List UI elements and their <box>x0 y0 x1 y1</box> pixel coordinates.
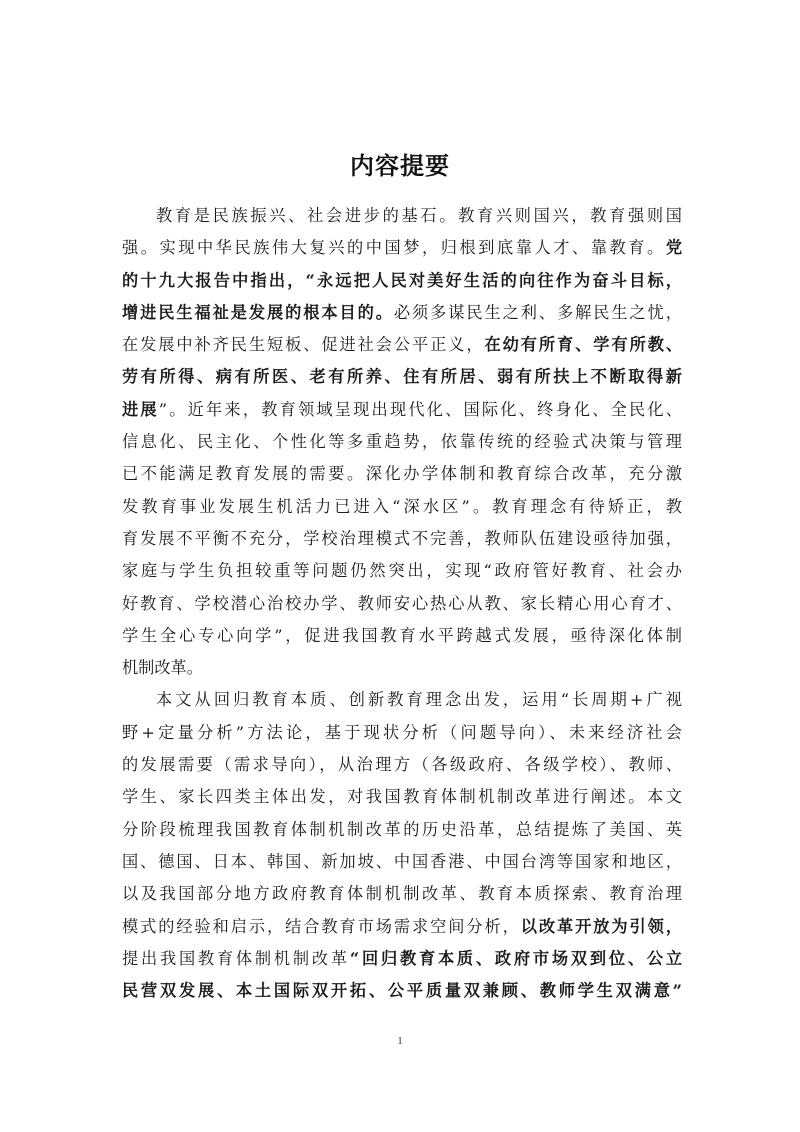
text-run: 育发展不平衡不充分，学校治理模式不完善，教师队伍建设亟待加强， <box>122 528 682 548</box>
text-run: 发教育事业发展生机活力已进入“深水区”。教育理念有待矫正，教 <box>122 496 682 516</box>
text-run-bold: 进展 <box>122 399 159 419</box>
text-line <box>122 523 682 555</box>
text-run: 本文从回归教育本质、创新教育理念出发，运用“长周期+广视 <box>156 690 682 710</box>
text-line <box>122 265 682 297</box>
text-run: 提出我国教育体制机制改革 <box>122 948 350 968</box>
text-line <box>122 684 682 716</box>
page-title: 内容提要 <box>350 152 450 180</box>
text-run-bold: 的十九大报告中指出，“永远把人民对美好生活的向往作为奋斗目标， <box>122 270 682 290</box>
text-line <box>122 652 682 684</box>
text-run: 强。实现中华民族伟大复兴的中国梦，归根到底靠人才、靠教育。 <box>122 238 666 258</box>
text-line <box>122 814 682 846</box>
text-run: 的发展需要（需求导向），从治理方（各级政府、各级学校）、教师、 <box>122 755 682 775</box>
text-run: 学生、家长四类主体出发，对我国教育体制机制改革进行阐述。本文 <box>122 787 682 807</box>
text-run: 家庭与学生负担较重等问题仍然突出，实现“政府管好教育、社会办 <box>122 561 682 581</box>
document-body <box>122 200 682 1007</box>
text-run-bold: 民营双发展、本土国际双开拓、公平质量双兼顾、教师学生双满意” <box>122 981 682 1001</box>
text-line <box>122 491 682 523</box>
text-run: 已不能满足教育发展的需要。深化办学体制和教育综合改革，充分激 <box>122 464 682 484</box>
text-run-bold: 在幼有所育、学有所教、 <box>484 335 682 355</box>
text-run-bold: 以改革开放为引领， <box>520 916 682 936</box>
text-run: 学生全心专心向学”，促进我国教育水平跨越式发展，亟待深化体制 <box>122 625 682 645</box>
text-line <box>122 361 682 393</box>
text-run-bold: “回归教育本质、政府市场双到位、公立 <box>349 948 682 968</box>
text-run-bold: 劳有所得、病有所医、老有所养、住有所居、弱有所扶上不断取得新 <box>122 367 682 387</box>
text-line <box>122 620 682 652</box>
text-run: 野+定量分析”方法论，基于现状分析（问题导向）、未来经济社会 <box>122 722 682 742</box>
text-line <box>122 717 682 749</box>
text-line <box>122 943 682 975</box>
text-line <box>122 846 682 878</box>
text-line <box>122 458 682 490</box>
text-run: 必须多谋民生之利、多解民生之忧， <box>393 302 682 322</box>
text-run: 分阶段梳理我国教育体制机制改革的历史沿革，总结提炼了美国、英 <box>122 819 682 839</box>
text-run: 以及我国部分地方政府教育体制机制改革、教育本质探索、教育治理 <box>122 884 682 904</box>
text-line <box>122 749 682 781</box>
text-run: 教育是民族振兴、社会进步的基石。教育兴则国兴，教育强则国 <box>156 206 682 225</box>
paragraph-1 <box>122 200 682 684</box>
text-run: 机制改革。 <box>122 658 203 678</box>
text-line <box>122 329 682 361</box>
text-line <box>122 878 682 910</box>
text-run: ”。近年来，教育领域呈现出现代化、国际化、终身化、全民化、 <box>158 399 682 419</box>
page-number: 1 <box>397 1035 403 1047</box>
text-line <box>122 232 682 264</box>
paragraph-2 <box>122 684 682 1007</box>
text-line <box>122 297 682 329</box>
text-line <box>122 911 682 943</box>
text-line <box>122 588 682 620</box>
text-run: 在发展中补齐民生短板、促进社会公平正义， <box>122 335 485 355</box>
text-run-bold: 党 <box>665 238 682 258</box>
text-line <box>122 975 682 1007</box>
text-line <box>122 394 682 426</box>
text-run: 好教育、学校潜心治校办学、教师安心热心从教、家长精心用心育才、 <box>122 593 682 613</box>
text-run: 国、德国、日本、韩国、新加坡、中国香港、中国台湾等国家和地区， <box>122 851 682 871</box>
text-line <box>122 200 682 232</box>
text-run: 模式的经验和启示，结合教育市场需求空间分析， <box>122 916 521 936</box>
text-line <box>122 426 682 458</box>
text-line <box>122 555 682 587</box>
text-line <box>122 781 682 813</box>
text-run-bold: 增进民生福祉是发展的根本目的。 <box>122 302 394 322</box>
text-run: 信息化、民主化、个性化等多重趋势，依靠传统的经验式决策与管理 <box>122 432 682 452</box>
